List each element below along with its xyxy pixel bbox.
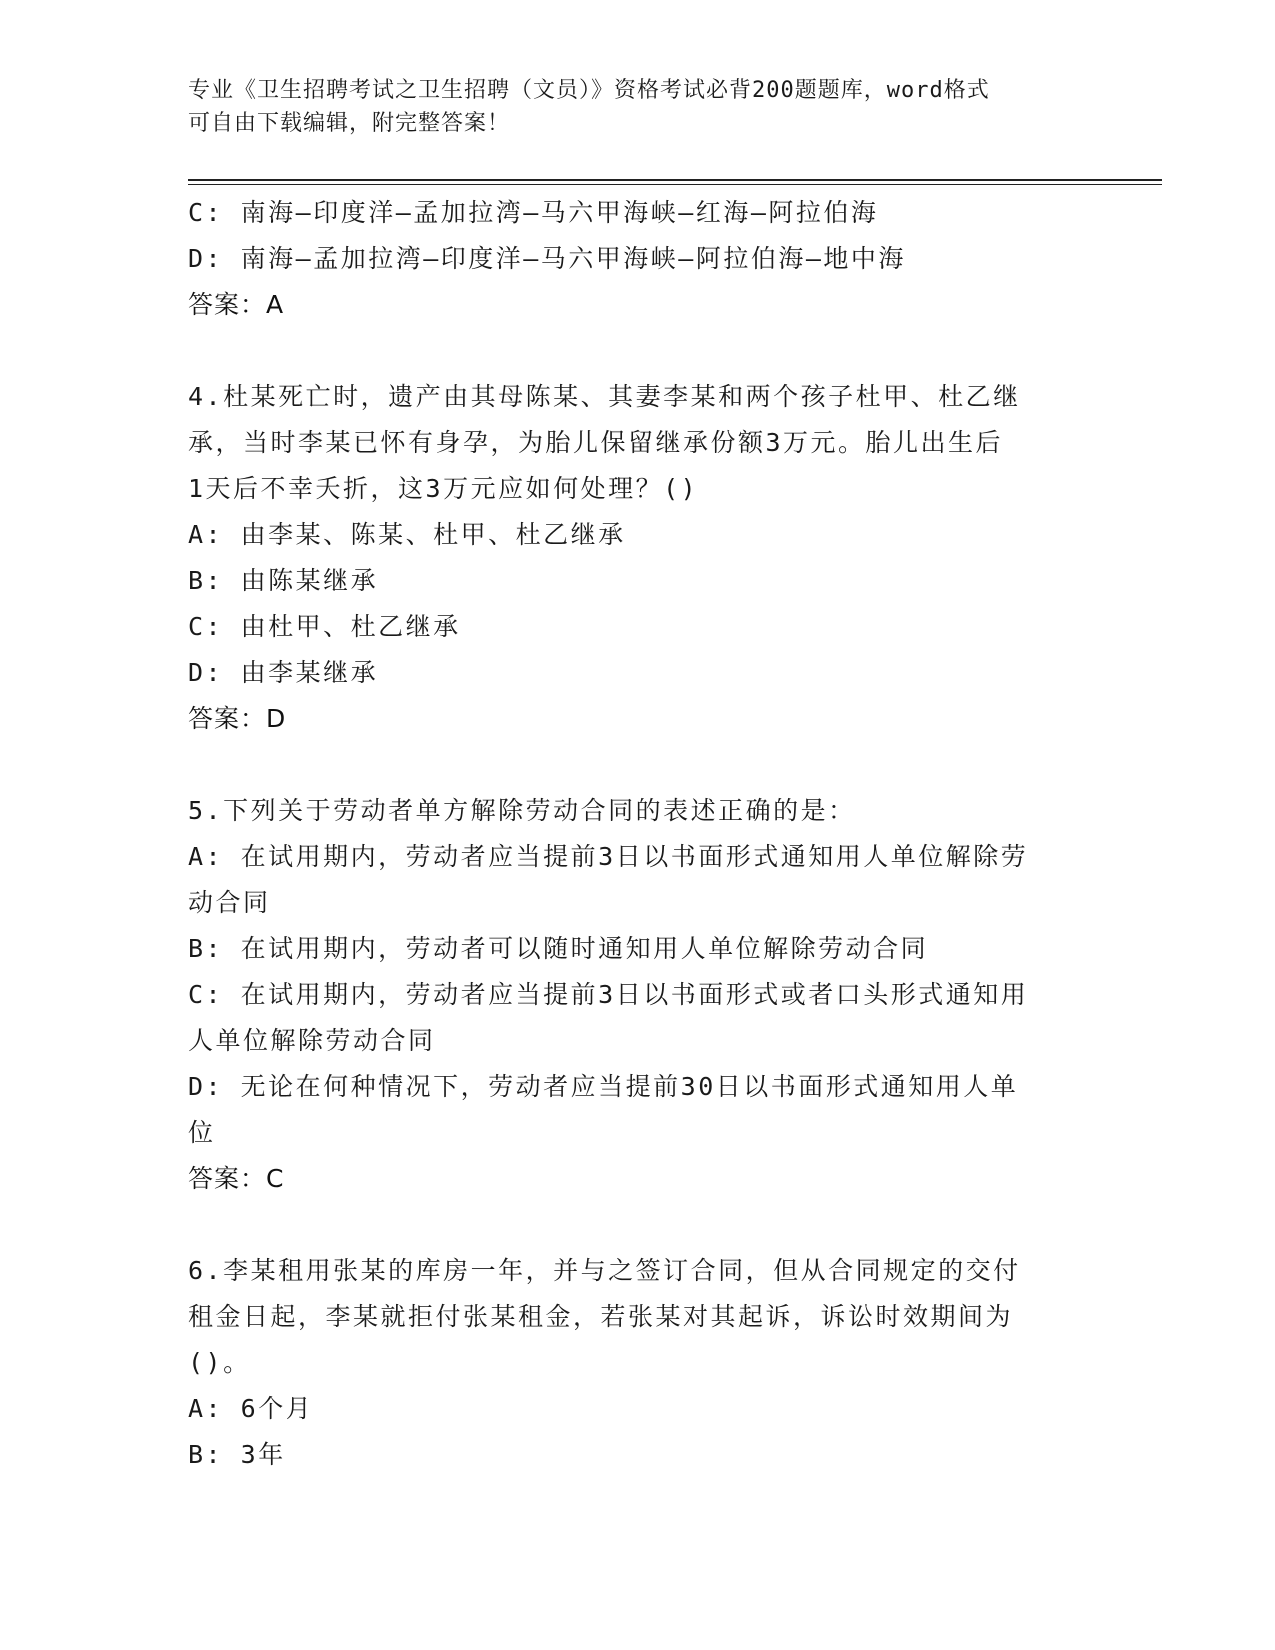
question-5-option-a-line-2: 动合同 [188, 888, 271, 917]
question-5-option-b: B: 在试用期内，劳动者可以随时通知用人单位解除劳动合同 [188, 934, 929, 963]
question-4-stem-line-1: 4.杜某死亡时，遗产由其母陈某、其妻李某和两个孩子杜甲、杜乙继 [188, 382, 1021, 411]
question-4-option-d: D: 由李某继承 [188, 658, 379, 687]
question-4-stem-line-3: 1天后不幸夭折，这3万元应如何处理？() [188, 474, 699, 503]
question-6-stem-line-1: 6.李某租用张某的库房一年，并与之签订合同，但从合同规定的交付 [188, 1256, 1021, 1285]
question-5-option-d-line-2: 位 [188, 1118, 216, 1147]
header-rule-thin [188, 184, 1162, 185]
question-5-option-c-line-2: 人单位解除劳动合同 [188, 1026, 436, 1055]
question-4-answer: 答案：D [188, 704, 287, 733]
header-title-line-2: 可自由下载编辑，附完整答案！ [188, 111, 511, 136]
spacer [188, 1202, 1088, 1248]
question-4-block [188, 374, 1088, 742]
question-4-option-b: B: 由陈某继承 [188, 566, 379, 595]
question-content [188, 190, 1088, 1478]
question-6-stem-line-3: ()。 [188, 1348, 251, 1377]
question-5-option-d-line-1: D: 无论在何种情况下，劳动者应当提前30日以书面形式通知用人单 [188, 1072, 1019, 1101]
question-4-option-c: C: 由杜甲、杜乙继承 [188, 612, 461, 641]
spacer [188, 742, 1088, 788]
question-6-option-b: B: 3年 [188, 1440, 286, 1469]
question-6-option-a: A: 6个月 [188, 1394, 314, 1423]
question-5-option-a-line-1: A: 在试用期内，劳动者应当提前3日以书面形式通知用人单位解除劳 [188, 842, 1029, 871]
header-title-line-1: 专业《卫生招聘考试之卫生招聘（文员）》资格考试必背200题题库，word格式 [188, 78, 990, 103]
question-5-option-c-line-1: C: 在试用期内，劳动者应当提前3日以书面形式或者口头形式通知用 [188, 980, 1029, 1009]
header-rule-thick [188, 179, 1162, 181]
question-3-answer: 答案：A [188, 290, 285, 319]
question-4-option-a: A: 由李某、陈某、杜甲、杜乙继承 [188, 520, 626, 549]
question-6-stem-line-2: 租金日起，李某就拒付张某租金，若张某对其起诉，诉讼时效期间为 [188, 1302, 1014, 1331]
question-5-stem-line-1: 5.下列关于劳动者单方解除劳动合同的表述正确的是： [188, 796, 856, 825]
question-3-block [188, 190, 1088, 328]
question-6-block [188, 1248, 1088, 1478]
question-3-option-d: D: 南海—孟加拉湾—印度洋—马六甲海峡—阿拉伯海—地中海 [188, 244, 906, 273]
question-5-block [188, 788, 1088, 1202]
question-5-answer: 答案：C [188, 1164, 285, 1193]
document-header [188, 74, 1088, 140]
question-3-option-c: C: 南海—印度洋—孟加拉湾—马六甲海峡—红海—阿拉伯海 [188, 198, 879, 227]
question-4-stem-line-2: 承，当时李某已怀有身孕，为胎儿保留继承份额3万元。胎儿出生后 [188, 428, 1004, 457]
spacer [188, 328, 1088, 374]
